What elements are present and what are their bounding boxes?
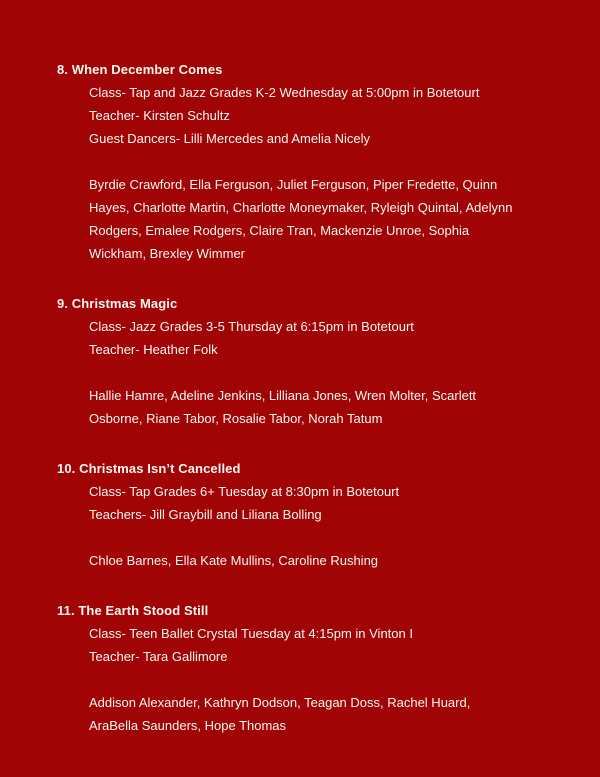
entry-teacher-line: Teacher- Kirsten Schultz (89, 108, 230, 123)
entry-title: 9. Christmas Magic (57, 296, 178, 311)
entry-class-line: Class- Jazz Grades 3-5 Thursday at 6:15pm in Botetourt (89, 319, 414, 334)
program-entry-10 (57, 457, 548, 572)
entry-dancer-list: Hallie Hamre, Adeline Jenkins, Lilliana Jones, Wren Molter, Scarlett Osborne, Riane Tabor, Rosalie Tabor, Norah Tatum (89, 388, 477, 426)
program-entry-11 (57, 599, 548, 737)
entry-class-line: Class- Tap Grades 6+ Tuesday at 8:30pm in Botetourt (89, 484, 400, 499)
program-entry-8 (57, 58, 548, 265)
entry-dancer-list: Byrdie Crawford, Ella Ferguson, Juliet Ferguson, Piper Fredette, Quinn Hayes, Charlotte Martin, Charlotte Moneymaker, Ryleigh Quintal, Adelynn Rodgers, Emalee Rodgers, Claire Tran, Mackenzie Unroe, Sophia Wickham, Brexley Wimmer (89, 177, 513, 261)
entry-details (89, 315, 548, 361)
entry-title: 10. Christmas Isn’t Cancelled (57, 461, 241, 476)
entry-class-line: Class- Tap and Jazz Grades K-2 Wednesday at 5:00pm in Botetourt (89, 85, 480, 100)
entry-teacher-line: Teacher- Tara Gallimore (89, 649, 228, 664)
entry-class-line: Class- Teen Ballet Crystal Tuesday at 4:15pm in Vinton I (89, 626, 413, 641)
entry-title: 11. The Earth Stood Still (57, 603, 209, 618)
entry-teacher-line: Teacher- Heather Folk (89, 342, 218, 357)
entry-details (89, 622, 548, 668)
entry-guest-dancers-line: Guest Dancers- Lilli Mercedes and Amelia Nicely (89, 131, 371, 146)
entry-dancer-list: Addison Alexander, Kathryn Dodson, Teagan Doss, Rachel Huard, AraBella Saunders, Hope Thomas (89, 695, 471, 733)
entry-teacher-line: Teachers- Jill Graybill and Liliana Bolling (89, 507, 322, 522)
program-entry-9 (57, 292, 548, 430)
entry-details (89, 81, 548, 150)
entry-dancer-list: Chloe Barnes, Ella Kate Mullins, Caroline Rushing (89, 553, 379, 568)
entry-details (89, 480, 548, 526)
entry-title: 8. When December Comes (57, 62, 223, 77)
